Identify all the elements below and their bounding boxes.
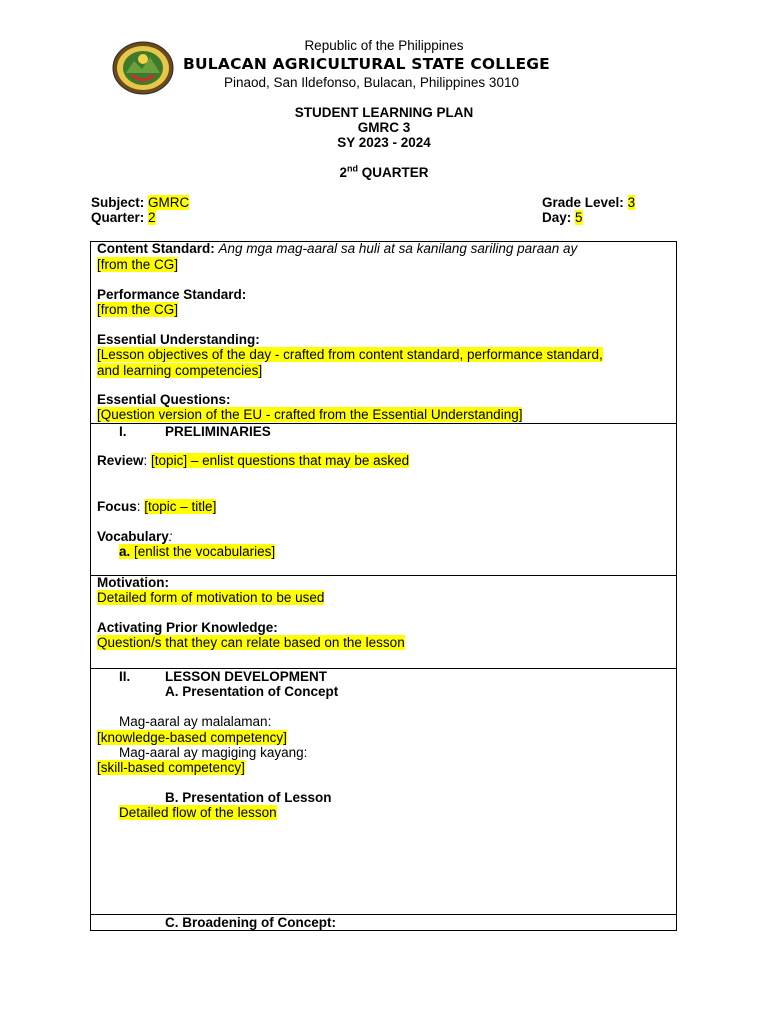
essential-understanding-text: and learning competencies]	[97, 363, 263, 378]
skill-text: [skill-based competency]	[97, 760, 245, 775]
section-heading-lesson-development: LESSON DEVELOPMENT	[165, 669, 328, 684]
row-divider	[90, 575, 677, 576]
vocabulary-item: a. [enlist the vocabularies]	[119, 544, 276, 559]
plan-school-year: SY 2023 - 2024	[337, 135, 431, 150]
college-name: BULACAN AGRICULTURAL STATE COLLEGE	[183, 55, 550, 73]
plan-subject: GMRC 3	[357, 120, 411, 135]
essential-understanding-label: Essential Understanding:	[97, 332, 260, 347]
college-address: Pinaod, San Ildefonso, Bulacan, Philippines 3010	[224, 75, 519, 90]
subject-field: Subject: GMRC	[91, 195, 190, 210]
essential-questions-text: [Question version of the EU - crafted from the Essential Understanding]	[97, 407, 523, 422]
grade-level-field: Grade Level: 3	[542, 195, 636, 210]
subheading-presentation-of-concept: A. Presentation of Concept	[165, 684, 339, 699]
motivation-label: Motivation:	[97, 575, 169, 590]
plan-title: STUDENT LEARNING PLAN	[294, 105, 474, 120]
prior-knowledge-text: Question/s that they can relate based on the lesson	[97, 635, 405, 650]
knowledge-label: Mag-aaral ay malalaman:	[119, 714, 272, 729]
republic-line: Republic of the Philippines	[304, 38, 464, 53]
essential-questions-label: Essential Questions:	[97, 392, 231, 407]
day-field: Day: 5	[542, 210, 583, 225]
subheading-broadening-of-concept: C. Broadening of Concept:	[165, 915, 336, 930]
content-standard: Content Standard: Ang mga mag-aaral sa huli at sa kanilang sariling paraan ay	[97, 241, 578, 256]
skill-label: Mag-aaral ay magiging kayang:	[119, 745, 308, 760]
essential-understanding-text: [Lesson objectives of the day - crafted from content standard, performance standard,	[97, 347, 603, 362]
review-row: Review: [topic] – enlist questions that may be asked	[97, 453, 410, 468]
subheading-presentation-of-lesson: B. Presentation of Lesson	[165, 790, 332, 805]
section-heading-preliminaries: PRELIMINARIES	[165, 424, 271, 439]
vocabulary-label: Vocabulary:	[97, 529, 173, 544]
performance-standard-placeholder: [from the CG]	[97, 302, 179, 317]
plan-quarter: 2nd QUARTER	[339, 163, 429, 180]
college-seal-logo	[112, 41, 174, 95]
focus-row: Focus: [topic – title]	[97, 499, 217, 514]
prior-knowledge-label: Activating Prior Knowledge:	[97, 620, 278, 635]
knowledge-text: [knowledge-based competency]	[97, 730, 287, 745]
section-number: I.	[119, 424, 127, 439]
performance-standard-label: Performance Standard:	[97, 287, 247, 302]
content-standard-placeholder: [from the CG]	[97, 257, 179, 272]
quarter-field: Quarter: 2	[91, 210, 156, 225]
lesson-flow-text: Detailed flow of the lesson	[119, 805, 277, 820]
section-number: II.	[119, 669, 131, 684]
motivation-text: Detailed form of motivation to be used	[97, 590, 325, 605]
